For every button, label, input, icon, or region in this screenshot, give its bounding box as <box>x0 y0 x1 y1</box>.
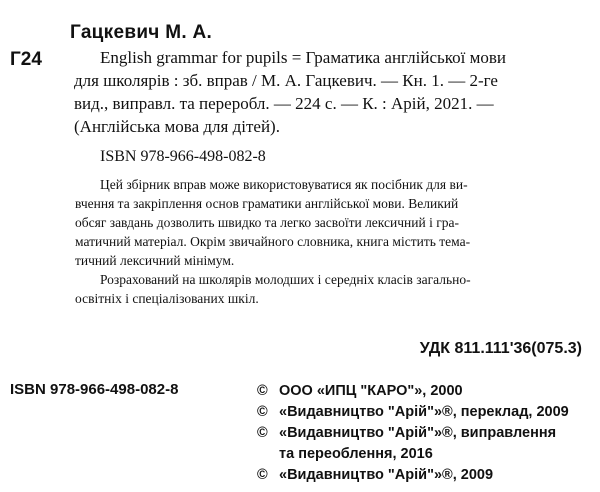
bib-line: для школярів : зб. вправ / М. А. Гацкевич. — Кн. 1. — 2-ге <box>74 71 498 90</box>
copyright-row <box>257 381 569 402</box>
annotation-line: вчення та закріплення основ граматики англійської мови. Великий <box>75 196 459 211</box>
annotation-line: обсяг завдань дозволить швидко та легко засвоїти лексичний і гра- <box>75 215 459 230</box>
bibliographic-description <box>74 46 507 138</box>
copyright-text: «Видавництво "Арій"»®, 2009 <box>279 467 494 483</box>
bib-line: English grammar for pupils = Граматика англійської мови <box>100 48 507 67</box>
udk-code: УДК 811.111'36(075.3) <box>419 340 582 357</box>
copyright-text: ООО «ИПЦ "КАРО"», 2000 <box>279 383 463 399</box>
copyright-icon: © <box>257 425 268 441</box>
copyright-row <box>257 402 569 423</box>
bib-line: вид., виправл. та переробл. — 224 с. — К. : Арій, 2021. — <box>74 94 494 113</box>
author-name: Гацкевич М. А. <box>70 22 213 43</box>
copyright-icon: © <box>257 467 268 483</box>
annotation <box>75 175 585 308</box>
annotation-line: матичний матеріал. Окрім звичайного словника, книга містить тема- <box>75 234 471 249</box>
copyright-icon: © <box>257 383 268 399</box>
annotation-line: Розрахований на школярів молодших і середніх класів загально- <box>100 272 471 287</box>
bib-line: (Англійська мова для дітей). <box>74 117 280 136</box>
copyright-row <box>257 465 569 486</box>
isbn-main: ISBN 978-966-498-082-8 <box>100 148 266 165</box>
annotation-line: освітніх і спеціалізованих шкіл. <box>75 291 259 306</box>
isbn-footer: ISBN 978-966-498-082-8 <box>10 381 179 398</box>
annotation-line: Цей збірник вправ може використовуватися як посібник для ви- <box>100 177 468 192</box>
copyright-text: «Видавництво "Арій"»®, виправлення <box>279 425 557 441</box>
copyright-text: «Видавництво "Арій"»®, переклад, 2009 <box>279 404 569 420</box>
copyright-icon: © <box>257 404 268 420</box>
classification-code: Г24 <box>10 49 42 70</box>
annotation-line: тичний лексичний мінімум. <box>75 253 235 268</box>
copyright-continuation: та переоблення, 2016 <box>279 446 433 462</box>
copyright-row <box>257 423 569 444</box>
copyright-block <box>257 381 569 486</box>
